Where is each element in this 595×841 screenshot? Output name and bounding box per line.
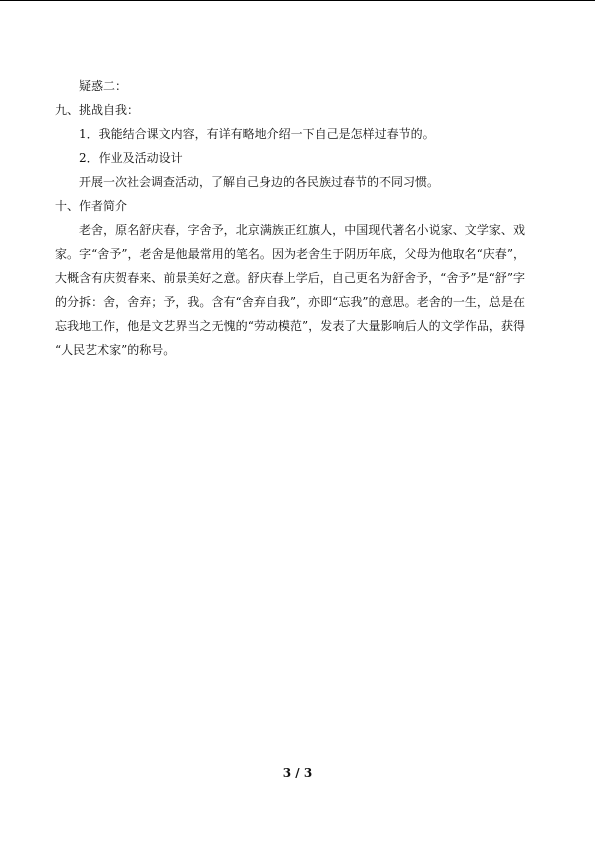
author-bio-line: 家。字“舍予”，老舍是他最常用的笔名。因为老舍生于阴历年底，父母为他取名“庆春”， bbox=[55, 247, 525, 261]
top-border-line bbox=[0, 0, 595, 1]
author-bio-line: 忘我地工作，他是文艺界当之无愧的“劳动模范”，发表了大量影响后人的文学作品，获得 bbox=[55, 319, 525, 333]
author-bio-line: 老舍，原名舒庆春，字舍予，北京满族正红旗人，中国现代著名小说家、文学家、戏 bbox=[79, 223, 525, 237]
author-bio-line: “人民艺术家”的称号。 bbox=[55, 343, 176, 357]
author-bio-line: 大概含有庆贺春来、前景美好之意。舒庆春上学后，自己更名为舒舍予，“舍予”是“舒”字 bbox=[55, 271, 525, 285]
challenge-item-1: 1．我能结合课文内容，有详有略地介绍一下自己是怎样过春节的。 bbox=[79, 127, 435, 141]
doubt-two-label: 疑惑二： bbox=[79, 79, 128, 93]
page-number: 3 / 3 bbox=[282, 766, 313, 780]
document-body bbox=[55, 74, 525, 362]
author-bio-line: 的分拆：舍，舍弃；予，我。含有“舍弃自我”，亦即“忘我”的意思。老舍的一生，总是在 bbox=[55, 295, 525, 309]
section-nine-heading: 九、挑战自我： bbox=[55, 103, 140, 117]
activity-description: 开展一次社会调查活动，了解自己身边的各民族过春节的不同习惯。 bbox=[79, 175, 440, 189]
challenge-item-2: 2．作业及活动设计 bbox=[79, 151, 183, 165]
section-ten-heading: 十、作者简介 bbox=[55, 199, 128, 213]
